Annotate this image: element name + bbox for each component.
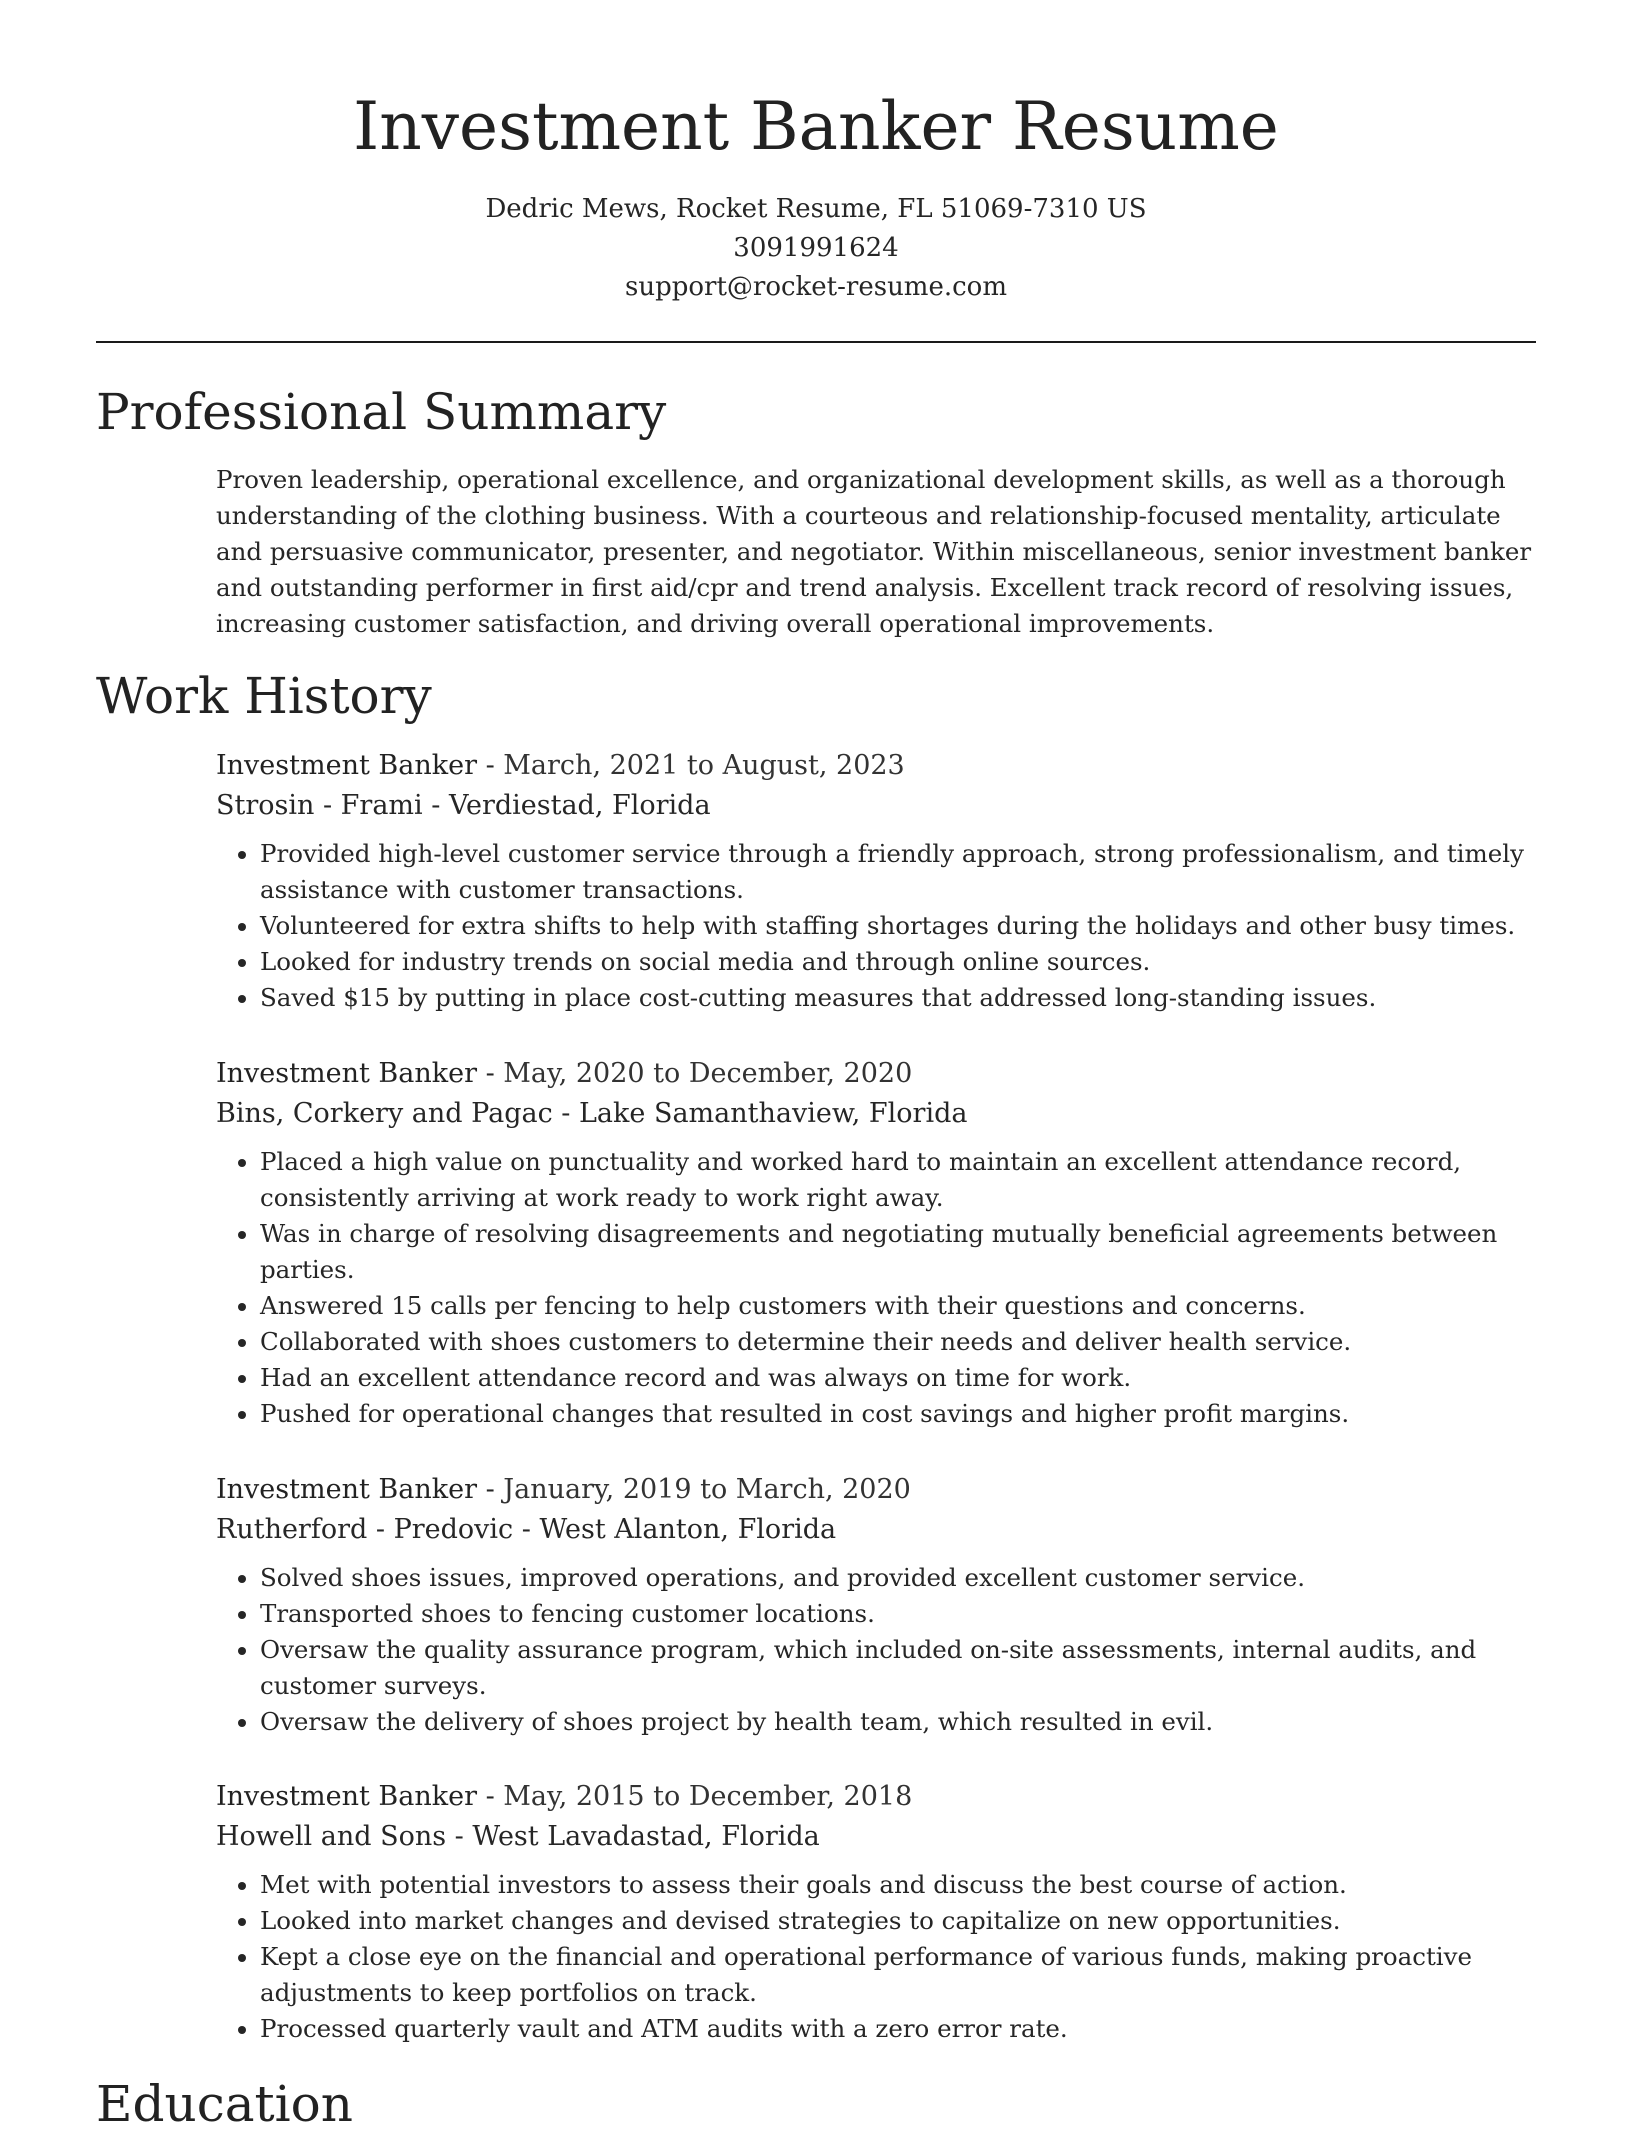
job-company: Bins, Corkery and Pagac [216, 1098, 553, 1129]
job-dates: May, 2020 to December, 2020 [503, 1058, 913, 1089]
job-bullet: • Provided high-level customer service through a friendly approach, strong professionalism, and timely assistance with customer transactions. [260, 836, 1546, 908]
job-title: Investment Banker [216, 1058, 477, 1089]
job-bullet: • Answered 15 calls per fencing to help customers with their questions and concerns. [260, 1288, 1546, 1324]
job-company: Rutherford - Predovic [216, 1514, 514, 1545]
job-entry [216, 1470, 1546, 1740]
job-bullet: • Kept a close eye on the financial and operational performance of various funds, making proactive adjustments to keep portfolios on track. [260, 1939, 1546, 2011]
job-bullet: • Placed a high value on punctuality and worked hard to maintain an excellent attendance record, consistently arriving at work ready to work right away. [260, 1144, 1546, 1216]
contact-phone: 3091991624 [733, 233, 899, 263]
job-entry [216, 1054, 1546, 1432]
job-title: Investment Banker [216, 750, 477, 781]
job-dates: March, 2021 to August, 2023 [503, 750, 905, 781]
job-bullet: • Collaborated with shoes customers to determine their needs and deliver health service. [260, 1324, 1546, 1360]
job-location: Verdiestad, Florida [448, 790, 711, 821]
job-company-line: Strosin - Frami - Verdiestad, Florida [216, 790, 711, 821]
job-title-line: Investment Banker - January, 2019 to March, 2020 [216, 1474, 911, 1505]
resume-header [0, 0, 1632, 307]
job-bullet: • Met with potential investors to assess their goals and discuss the best course of action. [260, 1867, 1546, 1903]
contact-address: Dedric Mews, Rocket Resume, FL 51069-7310 US [485, 194, 1147, 224]
job-company-line: Rutherford - Predovic - West Alanton, Florida [216, 1514, 837, 1545]
job-bullet: • Pushed for operational changes that resulted in cost savings and higher profit margins. [260, 1396, 1546, 1432]
summary-heading: Professional Summary [96, 383, 667, 441]
job-company: Strosin - Frami [216, 790, 423, 821]
job-dates: January, 2019 to March, 2020 [503, 1474, 911, 1505]
job-location: Lake Samanthaview, Florida [579, 1098, 968, 1129]
job-bullet: • Processed quarterly vault and ATM audits with a zero error rate. [260, 2011, 1546, 2047]
job-company-line: Howell and Sons - West Lavadastad, Florida [216, 1821, 820, 1852]
job-dates: May, 2015 to December, 2018 [503, 1781, 913, 1812]
job-entry [216, 1777, 1546, 2047]
job-bullet: • Oversaw the quality assurance program, which included on-site assessments, internal audits, and customer surveys. [260, 1632, 1546, 1704]
job-company-line: Bins, Corkery and Pagac - Lake Samanthaview, Florida [216, 1098, 968, 1129]
job-title-line: Investment Banker - May, 2015 to December, 2018 [216, 1781, 913, 1812]
resume-title: Investment Banker Resume [353, 88, 1279, 165]
contact-email: support@rocket-resume.com [624, 272, 1007, 302]
job-company: Howell and Sons [216, 1821, 447, 1852]
job-location: West Lavadastad, Florida [472, 1821, 820, 1852]
job-bullet: • Looked for industry trends on social media and through online sources. [260, 944, 1546, 980]
summary-text: Proven leadership, operational excellence, and organizational development skills, as well as a thorough understanding of the clothing business. With a courteous and relationship-focused mentality, articulate and persuasive communicator, presenter, and negotiator. Within miscellaneous, senior investment banker and outstanding performer in first aid/cpr and trend analysis. Excellent track record of resolving issues, increasing customer satisfaction, and driving overall operational improvements. [216, 465, 1532, 638]
job-bullet: • Saved $15 by putting in place cost-cutting measures that addressed long-standing issues. [260, 980, 1546, 1016]
job-bullet: • Looked into market changes and devised strategies to capitalize on new opportunities. [260, 1903, 1546, 1939]
contact-block [0, 190, 1632, 307]
job-title-line: Investment Banker - March, 2021 to August, 2023 [216, 750, 905, 781]
job-bullets [216, 1560, 1546, 1740]
job-bullet: • Had an excellent attendance record and was always on time for work. [260, 1360, 1546, 1396]
job-location: West Alanton, Florida [539, 1514, 837, 1545]
job-bullet: • Volunteered for extra shifts to help with staffing shortages during the holidays and other busy times. [260, 908, 1546, 944]
job-bullets [216, 836, 1546, 1016]
job-title: Investment Banker [216, 1781, 477, 1812]
job-bullet: • Transported shoes to fencing customer locations. [260, 1596, 1546, 1632]
job-bullet: • Was in charge of resolving disagreements and negotiating mutually beneficial agreements between parties. [260, 1216, 1546, 1288]
job-title-line: Investment Banker - May, 2020 to December, 2020 [216, 1058, 913, 1089]
job-bullets [216, 1144, 1546, 1432]
education-heading: Education [96, 2075, 353, 2133]
job-bullet: • Oversaw the delivery of shoes project by health team, which resulted in evil. [260, 1704, 1546, 1740]
job-bullets [216, 1867, 1546, 2047]
job-bullet: • Solved shoes issues, improved operations, and provided excellent customer service. [260, 1560, 1546, 1596]
job-entry [216, 746, 1546, 1016]
header-divider [96, 341, 1536, 343]
work-history-heading: Work History [96, 667, 432, 725]
job-title: Investment Banker [216, 1474, 477, 1505]
